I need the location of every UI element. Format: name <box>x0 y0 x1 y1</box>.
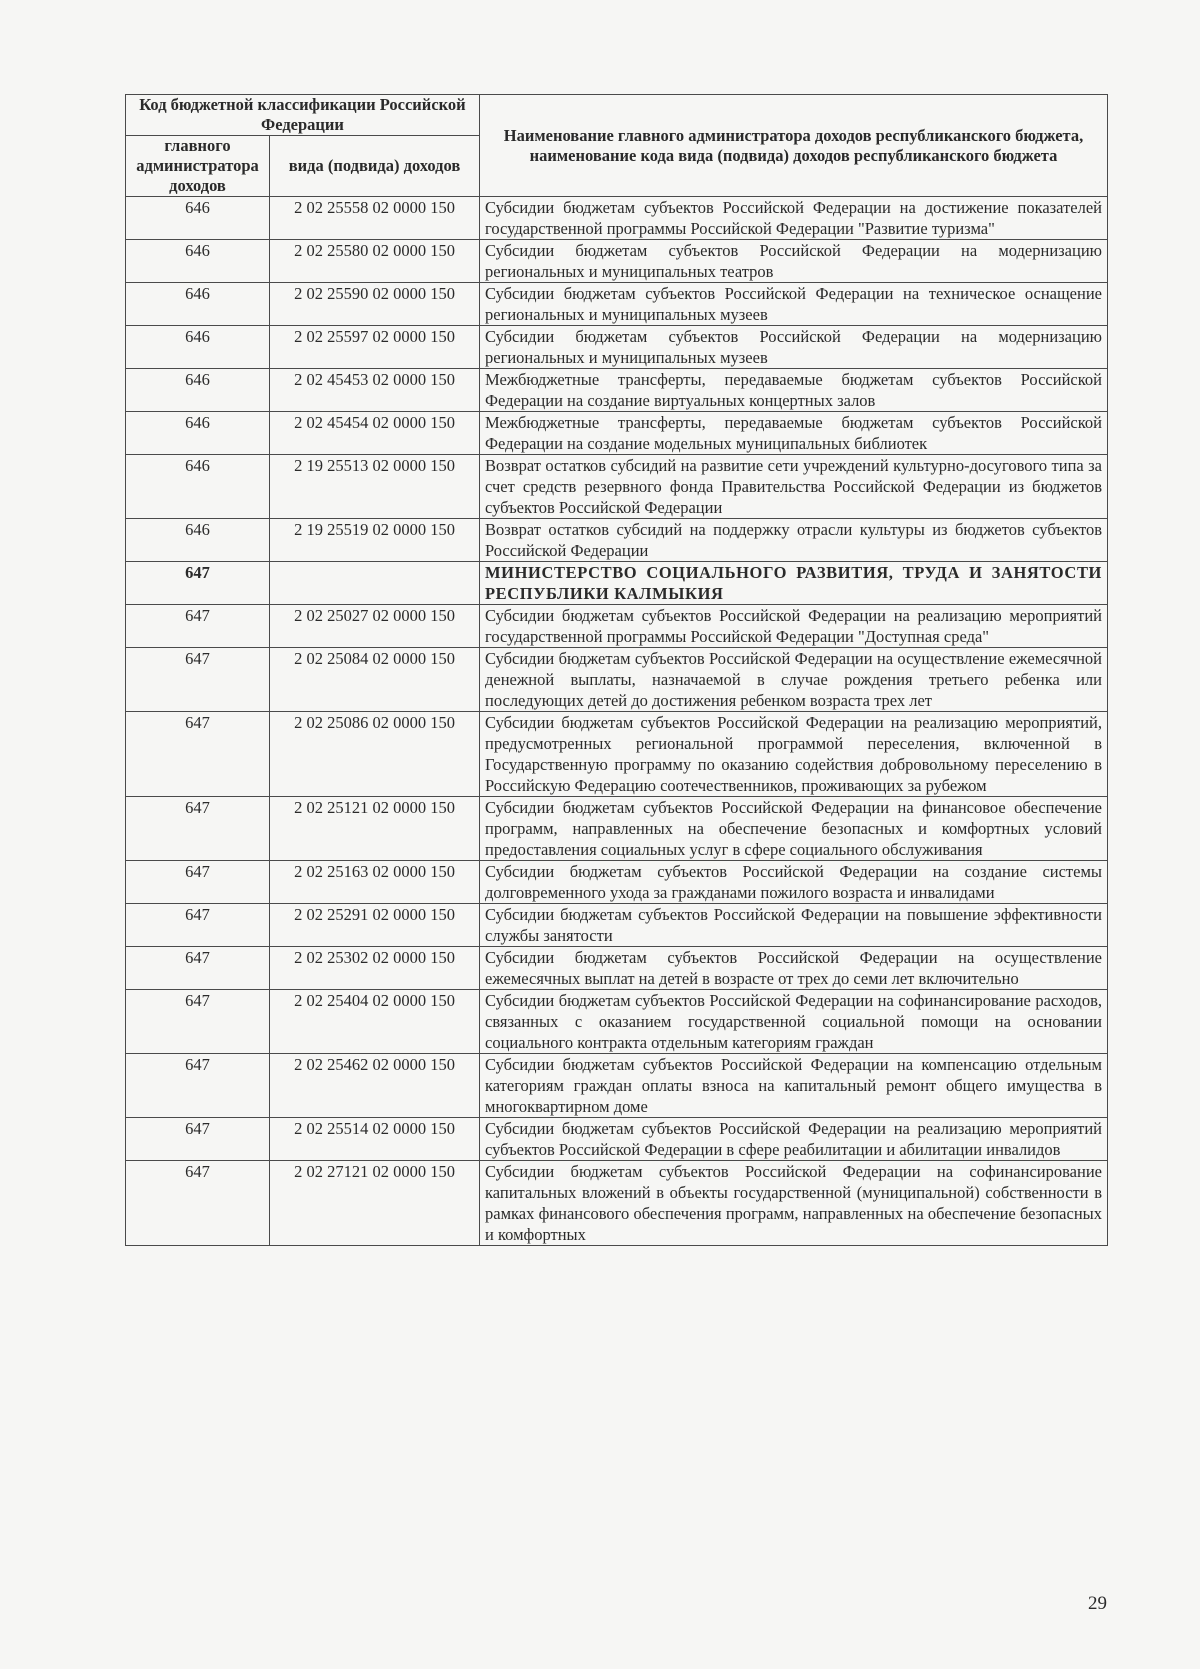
revenue-name-cell: Субсидии бюджетам субъектов Российской Федерации на реализацию мероприятий субъектов Российской Федерации в сфере реабилитации и абилитации инвалидов <box>480 1118 1108 1161</box>
admin-code-cell: 646 <box>126 412 270 455</box>
admin-code-cell: 647 <box>126 904 270 947</box>
revenue-code-cell: 2 02 45453 02 0000 150 <box>270 369 480 412</box>
admin-code-cell: 646 <box>126 455 270 519</box>
revenue-name-cell: Субсидии бюджетам субъектов Российской Федерации на софинансирование расходов, связанных с оказанием государственной социальной помощи на основании социального контракта отдельным категориям граждан <box>480 990 1108 1054</box>
admin-code-cell: 647 <box>126 947 270 990</box>
revenue-code-cell: 2 02 27121 02 0000 150 <box>270 1161 480 1246</box>
admin-code-cell: 647 <box>126 1161 270 1246</box>
revenue-name-cell: Субсидии бюджетам субъектов Российской Федерации на осуществление ежемесячных выплат на детей в возрасте от трех до семи лет включительно <box>480 947 1108 990</box>
admin-code-cell: 646 <box>126 519 270 562</box>
revenue-code-cell: 2 02 25163 02 0000 150 <box>270 861 480 904</box>
admin-code-cell: 647 <box>126 605 270 648</box>
revenue-code-cell: 2 02 25121 02 0000 150 <box>270 797 480 861</box>
table-row <box>126 648 1108 712</box>
table-row <box>126 1118 1108 1161</box>
admin-code-cell: 646 <box>126 197 270 240</box>
table-row <box>126 369 1108 412</box>
table-row <box>126 605 1108 648</box>
revenue-name-cell: Субсидии бюджетам субъектов Российской Федерации на компенсацию отдельным категориям граждан оплаты взноса на капитальный ремонт общего имущества в многоквартирном доме <box>480 1054 1108 1118</box>
admin-code-cell: 647 <box>126 562 270 605</box>
table-row <box>126 861 1108 904</box>
revenue-name-cell: Субсидии бюджетам субъектов Российской Федерации на осуществление ежемесячной денежной выплаты, назначаемой в случае рождения третьего ребенка или последующих детей до достижения ребенком возраста трех лет <box>480 648 1108 712</box>
revenue-name-cell: Субсидии бюджетам субъектов Российской Федерации на софинансирование капитальных вложений в объекты государственной (муниципальной) собственности в рамках финансового обеспечения программ, направленных на обеспечение безопасных и комфортных <box>480 1161 1108 1246</box>
table-row <box>126 1161 1108 1246</box>
admin-code-cell: 646 <box>126 369 270 412</box>
admin-code-cell: 647 <box>126 797 270 861</box>
admin-code-cell: 647 <box>126 712 270 797</box>
ministry-row <box>126 562 1108 605</box>
admin-code-cell: 647 <box>126 861 270 904</box>
revenue-name-cell: Субсидии бюджетам субъектов Российской Федерации на реализацию мероприятий государственной программы Российской Федерации "Доступная среда" <box>480 605 1108 648</box>
table-body <box>126 197 1108 1246</box>
revenue-code-cell: 2 02 25558 02 0000 150 <box>270 197 480 240</box>
revenue-name-cell: Межбюджетные трансферты, передаваемые бюджетам субъектов Российской Федерации на создание модельных муниципальных библиотек <box>480 412 1108 455</box>
header-code-column: вида (подвида) доходов <box>270 136 480 197</box>
table-row <box>126 990 1108 1054</box>
revenue-code-cell: 2 02 25302 02 0000 150 <box>270 947 480 990</box>
table-row <box>126 326 1108 369</box>
revenue-name-cell: Субсидии бюджетам субъектов Российской Федерации на достижение показателей государственной программы Российской Федерации "Развитие туризма" <box>480 197 1108 240</box>
admin-code-cell: 646 <box>126 326 270 369</box>
revenue-name-cell: Субсидии бюджетам субъектов Российской Федерации на техническое оснащение региональных и муниципальных музеев <box>480 283 1108 326</box>
table-row <box>126 1054 1108 1118</box>
header-admin-column: главного администратора доходов <box>126 136 270 197</box>
revenue-code-cell: 2 02 25462 02 0000 150 <box>270 1054 480 1118</box>
page-number: 29 <box>1088 1593 1107 1614</box>
revenue-code-cell <box>270 562 480 605</box>
revenue-name-cell: Субсидии бюджетам субъектов Российской Федерации на финансовое обеспечение программ, направленных на обеспечение безопасных и комфортных условий предоставления социальных услуг в сфере социального обслуживания <box>480 797 1108 861</box>
admin-code-cell: 647 <box>126 1054 270 1118</box>
revenue-code-cell: 2 19 25519 02 0000 150 <box>270 519 480 562</box>
revenue-code-cell: 2 02 25580 02 0000 150 <box>270 240 480 283</box>
table-row <box>126 197 1108 240</box>
table-row <box>126 240 1108 283</box>
revenue-code-cell: 2 02 25404 02 0000 150 <box>270 990 480 1054</box>
revenue-code-cell: 2 02 25086 02 0000 150 <box>270 712 480 797</box>
header-group-title: Код бюджетной классификации Российской Федерации <box>126 95 480 136</box>
table-row <box>126 797 1108 861</box>
header-name-column: Наименование главного администратора доходов республиканского бюджета, наименование кода вида (подвида) доходов республиканского бюджета <box>480 95 1108 197</box>
table-row <box>126 519 1108 562</box>
admin-code-cell: 647 <box>126 648 270 712</box>
revenue-code-cell: 2 02 45454 02 0000 150 <box>270 412 480 455</box>
table-header <box>126 95 1108 197</box>
revenue-name-cell: Возврат остатков субсидий на поддержку отрасли культуры из бюджетов субъектов Российской Федерации <box>480 519 1108 562</box>
table-row <box>126 412 1108 455</box>
admin-code-cell: 646 <box>126 283 270 326</box>
revenue-classification-table <box>125 94 1108 1246</box>
revenue-name-cell: Субсидии бюджетам субъектов Российской Федерации на повышение эффективности службы занятости <box>480 904 1108 947</box>
table-row <box>126 712 1108 797</box>
revenue-code-cell: 2 02 25590 02 0000 150 <box>270 283 480 326</box>
revenue-name-cell: Субсидии бюджетам субъектов Российской Федерации на модернизацию региональных и муниципальных музеев <box>480 326 1108 369</box>
revenue-name-cell: Субсидии бюджетам субъектов Российской Федерации на реализацию мероприятий, предусмотренных региональной программой переселения, включенной в Государственную программу по оказанию содействия добровольному переселению в Российскую Федерацию соотечественников, проживающих за рубежом <box>480 712 1108 797</box>
revenue-code-cell: 2 02 25084 02 0000 150 <box>270 648 480 712</box>
revenue-name-cell: Межбюджетные трансферты, передаваемые бюджетам субъектов Российской Федерации на создание виртуальных концертных залов <box>480 369 1108 412</box>
revenue-name-cell: МИНИСТЕРСТВО СОЦИАЛЬНОГО РАЗВИТИЯ, ТРУДА И ЗАНЯТОСТИ РЕСПУБЛИКИ КАЛМЫКИЯ <box>480 562 1108 605</box>
table-row <box>126 283 1108 326</box>
table-row <box>126 947 1108 990</box>
revenue-code-cell: 2 02 25514 02 0000 150 <box>270 1118 480 1161</box>
revenue-code-cell: 2 02 25291 02 0000 150 <box>270 904 480 947</box>
admin-code-cell: 646 <box>126 240 270 283</box>
revenue-name-cell: Субсидии бюджетам субъектов Российской Федерации на создание системы долговременного ухода за гражданами пожилого возраста и инвалидами <box>480 861 1108 904</box>
table-row <box>126 455 1108 519</box>
admin-code-cell: 647 <box>126 1118 270 1161</box>
revenue-code-cell: 2 19 25513 02 0000 150 <box>270 455 480 519</box>
revenue-code-cell: 2 02 25597 02 0000 150 <box>270 326 480 369</box>
table-row <box>126 904 1108 947</box>
revenue-code-cell: 2 02 25027 02 0000 150 <box>270 605 480 648</box>
admin-code-cell: 647 <box>126 990 270 1054</box>
revenue-name-cell: Возврат остатков субсидий на развитие сети учреждений культурно-досугового типа за счет средств резервного фонда Правительства Российской Федерации из бюджетов субъектов Российской Федерации <box>480 455 1108 519</box>
revenue-name-cell: Субсидии бюджетам субъектов Российской Федерации на модернизацию региональных и муниципальных театров <box>480 240 1108 283</box>
